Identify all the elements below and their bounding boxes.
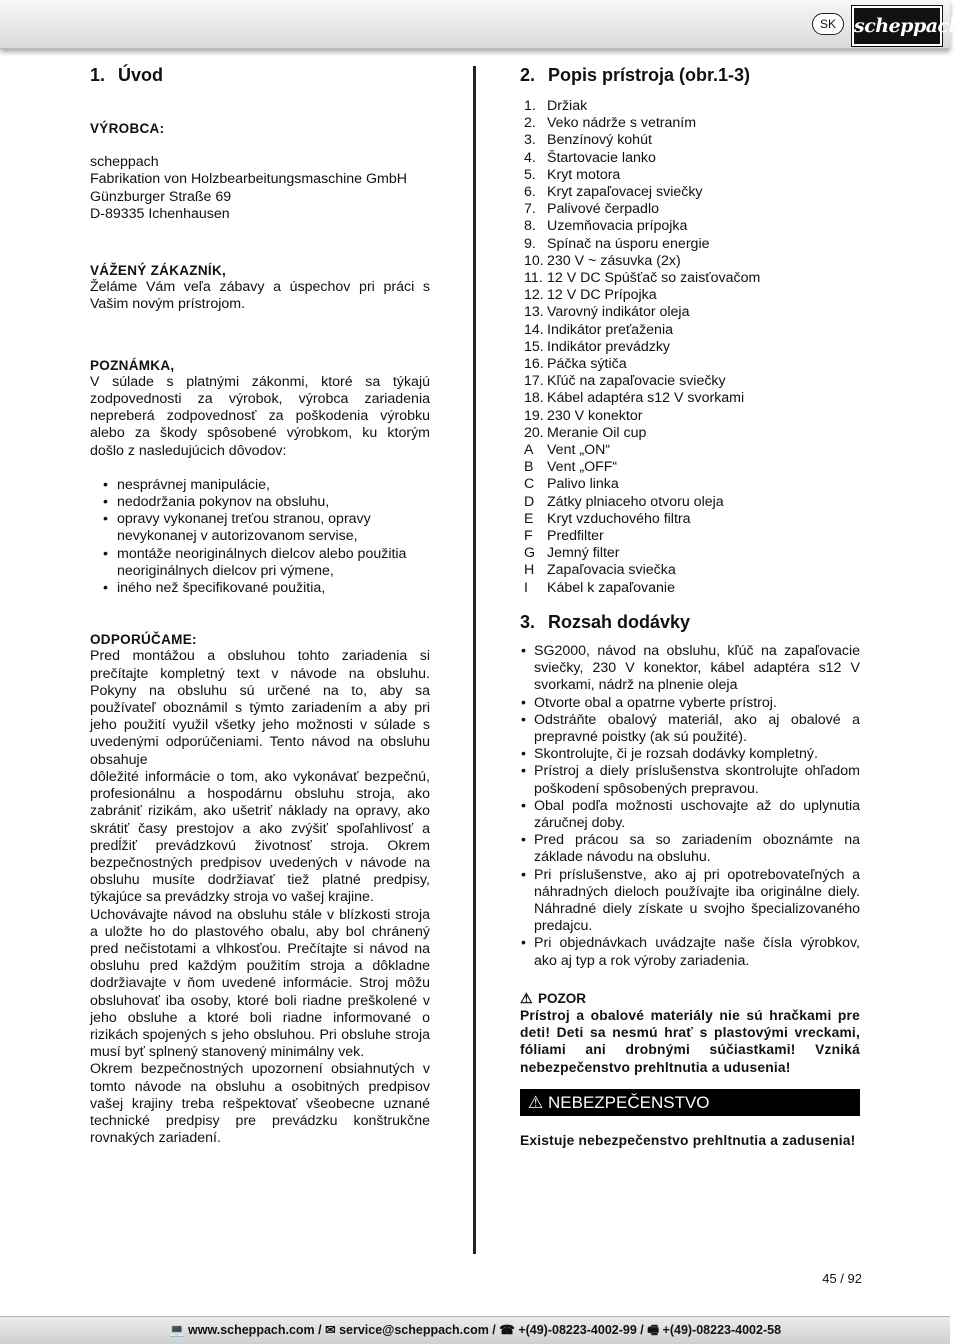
page-number: 45 / 92 [822, 1271, 862, 1286]
part-text: Varovný indikátor oleja [547, 304, 690, 321]
part-text: 230 V ~ zásuvka (2x) [547, 252, 681, 269]
scope-list-item: • Pri objednávkach uvádzajte naše čísla výrobkov, ako aj typ a rok výroby zariadenia. [520, 935, 860, 969]
parts-list-item [520, 562, 860, 579]
part-text: Držiak [547, 98, 588, 114]
right-column [520, 64, 860, 1149]
parts-list-item [520, 442, 860, 459]
fax-icon: 🖷 [647, 1323, 660, 1337]
parts-list-item [520, 167, 860, 184]
language-badge: SK [812, 13, 844, 35]
parts-list-item [520, 287, 860, 304]
page-header [0, 0, 962, 49]
parts-list-item [520, 98, 860, 115]
scope-list-item: • Skontrolujte, či je rozsah dodávky kompletný. [520, 746, 860, 763]
parts-list-item [520, 511, 860, 528]
part-text: Meranie Oil cup [547, 424, 647, 441]
part-key: D [524, 493, 535, 510]
part-key: 17. [524, 373, 544, 390]
part-text: Zapaľovacia sviečka [547, 562, 676, 579]
part-text: Vent „ON“ [547, 442, 611, 459]
part-key: 10. [524, 252, 544, 269]
part-key: 13. [524, 304, 544, 321]
scope-list-item: • SG2000, návod na obsluhu, kľúč na zapaľovacie sviečky, 230 V konektor, kábel adaptéra s12 V svorkami, nádrž na plnenie oleja [520, 643, 860, 695]
parts-list-item [520, 150, 860, 167]
recommend-paragraph: Okrem bezpečnostných upozornení obsiahnutých v tomto návode na obsluhu a osobitných predpisov vašej krajiny treba rešpektovať všeobecne uznané technické predpisy pre prevádzku konštrukčne rovnakých zariadení. [90, 1061, 430, 1147]
parts-list-item [520, 425, 860, 442]
warning-triangle-icon: ⚠ [520, 989, 533, 1006]
parts-list-item [520, 322, 860, 339]
part-key: 16. [524, 356, 544, 373]
part-text: 12 V DC Spúšťač so zaisťovačom [547, 270, 761, 287]
part-key: H [524, 562, 535, 579]
parts-list-item [520, 373, 860, 390]
part-text: Zátky plniaceho otvoru oleja [547, 493, 724, 510]
part-text: Indikátor prevádzky [547, 338, 671, 355]
part-key: 15. [524, 338, 544, 355]
parts-list-item [520, 184, 860, 201]
recommend-label: ODPORÚČAME: [90, 632, 197, 648]
caution-heading: ⚠ POZOR [520, 989, 587, 1006]
list-item: • opravy vykonanej treťou stranou, opravy nevykonanej v autorizovanom servise, [90, 511, 430, 545]
part-text: Spínač na úsporu energie [547, 235, 710, 252]
part-text: Palivové čerpadlo [547, 201, 659, 218]
parts-list-item [520, 545, 860, 562]
part-key: 2. [524, 115, 536, 132]
part-key: 3. [524, 132, 536, 149]
part-text: Vent „OFF“ [547, 459, 618, 476]
footer-phone: +(49)-08223-4002-99 [518, 1323, 637, 1337]
parts-list-item [520, 408, 860, 425]
part-key: B [524, 459, 534, 476]
list-item: • iného než špecifikované použitia, [90, 580, 430, 597]
customer-text: Želáme Vám veľa zábavy a úspechov pri práci s Vašim novým prístrojom. [90, 279, 430, 313]
part-text: Benzínový kohút [547, 132, 652, 149]
scope-list [520, 643, 860, 970]
phone-icon: ☎ [499, 1323, 515, 1337]
part-key: 9. [524, 235, 536, 252]
parts-list-item [520, 494, 860, 511]
part-key: 6. [524, 184, 536, 201]
recommend-paragraph: dôležité informácie o tom, ako vykonávať bezpečnú, profesionálnu a hospodárnu obsluhu stroja, ako zabrániť rizikám, ako ušetriť náklady na opravy, ako skrátiť časy prestojov a ako zvýšiť spoľahlivosť a predĺžiť prevádzkovú životnosť stroja. Okrem bezpečnostných predpisov uvedených v návode na obsluhu musíte dodržiavať tiež platné predpisy, týkajúce sa prevádzky stroja vo vašej krajine. [90, 768, 430, 906]
part-key: 12. [524, 287, 544, 304]
list-item: • nesprávnej manipulácie, [90, 477, 430, 494]
list-item: • montáže neoriginálnych dielcov alebo použitia neoriginálnych dielcov pri výmene, [90, 546, 430, 580]
part-key: 1. [524, 98, 536, 114]
warning-triangle-icon: ⚠ [528, 1092, 544, 1112]
recommend-paragraph: Uchovávajte návod na obsluhu stále v blízkosti stroja a uložte ho do plastového obalu, aby bol chránený pred nečistotami a vlhkosťou. Prečítajte si návod na obsluhu pred každým použitím stroja a dôkladne dodržiavajte v ňom uvedené informácie. Stroj môžu obsluhovať iba osoby, ktoré boli riadne preškolené v jeho obsluhe a ktoré boli riadne informované o rizikách spojených s jeho obsluhou. Pri obsluhe stroja musí byť splnený stanovený minimálny vek. [90, 906, 430, 1061]
note-list [90, 477, 430, 597]
left-column [90, 64, 430, 1147]
part-key: A [524, 442, 534, 459]
part-key: 11. [524, 270, 543, 287]
caution-text: Prístroj a obalové materiály nie sú hračkami pre deti! Deti sa nesmú hrať s plastovými vreckami, fóliami ani drobnými súčiastkami! Vzniká nebezpečenstvo prehltnutia a udusenia! [520, 1007, 860, 1075]
part-text: Kryt zapaľovacej sviečky [547, 184, 703, 201]
part-text: Kryt vzduchového filtra [547, 510, 691, 527]
parts-list-item [520, 115, 860, 132]
danger-text: Existuje nebezpečenstvo prehltnutia a zadusenia! [520, 1132, 856, 1148]
parts-list-item [520, 390, 860, 407]
computer-icon: 💻 [168, 1323, 185, 1337]
parts-list-item [520, 236, 860, 253]
parts-list [520, 98, 860, 597]
scope-list-item: • Pri príslušenstve, ako aj pri opotrebovateľných a náhradných dieloch používajte iba originálne diely. Náhradné diely získate u svojho špecializovaného predajcu. [520, 867, 860, 936]
danger-banner: ⚠ NEBEZPEČENSTVO [520, 1089, 860, 1116]
note-label: POZNÁMKA, [90, 357, 175, 373]
parts-list-item [520, 476, 860, 493]
section-title-scope: 3. Rozsah dodávky [520, 611, 691, 632]
scope-list-item: • Pred prácou sa so zariadením oboznámte na základe návodu na obsluhu. [520, 832, 860, 866]
part-text: Uzemňovacia prípojka [547, 218, 688, 235]
part-key: 14. [524, 321, 544, 338]
part-key: 7. [524, 201, 536, 218]
recommend-paragraph: Pred montážou a obsluhou tohto zariadenia si prečítajte kompletný text v návode na obsluhu. Pokyny na obsluhu sú určené na to, aby sa používateľ oboznámil s týmto zariadením a aby pri jeho použití využil všetky jeho možnosti v súlade s uvedenými odporúčeniami. Tento návod na obsluhu obsahuje [90, 648, 430, 768]
scope-list-item: • Otvorte obal a opatrne vyberte prístroj. [520, 695, 860, 712]
part-text: 230 V konektor [547, 407, 643, 424]
part-key: I [524, 579, 528, 596]
customer-label: VÁŽENÝ ZÁKAZNÍK, [90, 263, 227, 279]
part-text: Palivo linka [547, 476, 619, 493]
part-text: Kľúč na zapaľovacie sviečky [547, 373, 726, 390]
list-item: • nedodržania pokynov na obsluhu, [90, 494, 430, 511]
email-icon: ✉ [325, 1323, 336, 1337]
scope-list-item: • Prístroj a diely príslušenstva skontrolujte ohľadom poškodení spôsobených prepravou. [520, 763, 860, 797]
column-divider [473, 66, 476, 1254]
manufacturer-label: VÝROBCA: [90, 121, 165, 136]
footer-email: service@scheppach.com [339, 1323, 489, 1337]
parts-list-item [520, 339, 860, 356]
parts-list-item [520, 253, 860, 270]
part-text: Predfilter [547, 528, 604, 545]
parts-list-item [520, 528, 860, 545]
part-text: Kábel k zapaľovanie [547, 579, 675, 596]
part-key: F [524, 528, 533, 545]
section-title-description: 2. Popis prístroja (obr.1-3) [520, 65, 751, 85]
part-key: 5. [524, 166, 536, 183]
part-text: Veko nádrže s vetraním [547, 115, 697, 132]
part-text: 12 V DC Prípojka [547, 287, 657, 304]
parts-list-item [520, 356, 860, 373]
part-key: 20. [524, 424, 544, 441]
scheppach-logo: scheppach [852, 6, 942, 46]
part-text: Jemný filter [547, 545, 620, 562]
part-text: Indikátor preťaženia [547, 321, 673, 338]
part-text: Kábel adaptéra s12 V svorkami [547, 390, 745, 407]
footer-fax: +(49)-08223-4002-58 [662, 1323, 782, 1337]
part-key: 4. [524, 149, 536, 166]
footer-web: www.scheppach.com [188, 1323, 315, 1337]
parts-list-item [520, 270, 860, 287]
parts-list-item [520, 459, 860, 476]
scope-list-item: • Odstráňte obalový materiál, ako aj obalové a prepravné poistky (ak sú použité). [520, 712, 860, 746]
page-footer: 💻 www.scheppach.com / ✉ service@scheppach.com / ☎ +(49)-08223-4002-99 / 🖷 +(49)-08223-4002-58 [0, 1316, 950, 1344]
part-key: G [524, 545, 536, 562]
manufacturer-address: scheppach Fabrikation von Holzbearbeitungsmaschine GmbH Günzburger Straße 69 D-89335 Ichenhausen [90, 154, 408, 222]
parts-list-item [520, 580, 860, 597]
part-key: 19. [524, 407, 544, 424]
parts-list-item [520, 218, 860, 235]
part-key: E [524, 510, 534, 527]
part-key: 8. [524, 218, 536, 235]
note-text: V súlade s platnými zákonmi, ktoré sa týkajú zodpovednosti za výrobok, výrobca zariadenia nepreberá zodpovednosť za poškodenia výrobku alebo za škody spôsobené výrobkom, ku ktorým došlo z nasledujúcich dôvodov: [90, 373, 430, 459]
parts-list-item [520, 304, 860, 321]
part-text: Štartovacie lanko [547, 149, 656, 166]
part-text: Kryt motora [547, 166, 621, 183]
scope-list-item: • Obal podľa možnosti uschovajte až do uplynutia záručnej doby. [520, 798, 860, 832]
section-title-intro: 1. Úvod [90, 65, 163, 85]
parts-list-item [520, 201, 860, 218]
part-key: 18. [524, 390, 544, 407]
part-text: Páčka sýtiča [547, 356, 627, 373]
parts-list-item [520, 132, 860, 149]
part-key: C [524, 476, 535, 493]
